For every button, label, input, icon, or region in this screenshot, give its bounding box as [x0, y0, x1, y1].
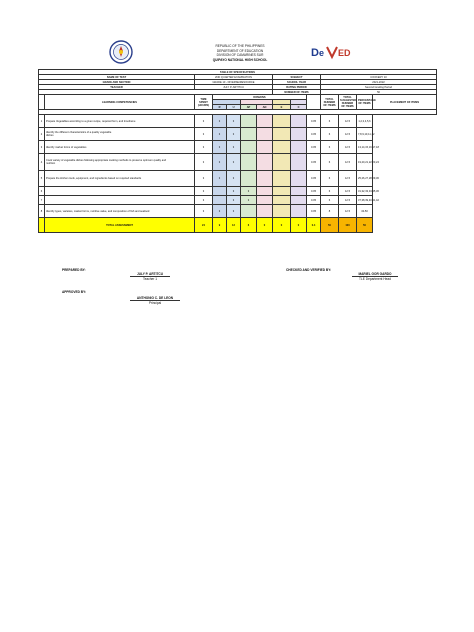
blank-header [307, 95, 321, 110]
row-number: 1 [39, 115, 45, 128]
teacher-value: JULY P. ARTITCU [195, 85, 273, 90]
table-row [39, 171, 437, 187]
domain-ap-value [241, 205, 257, 218]
percent-value: 12.5 [339, 205, 357, 218]
weight-value: 0.05 [307, 187, 321, 196]
count-value: 8 [321, 205, 339, 218]
domain-r-value: 3 [213, 154, 227, 171]
name-of-test-label: NAME OF TEST [39, 75, 195, 80]
rating-period-value: Second Grading Period [321, 85, 437, 90]
domain-u-value: 3 [227, 115, 241, 128]
weight-value: 0.05 [307, 196, 321, 205]
competency-text: Identify types, varieties, market forms, nutritive value, and composition of fish and seafood [45, 205, 195, 218]
domain-e-value [273, 196, 291, 205]
table-row [39, 205, 437, 218]
time-value: 3 [195, 196, 213, 205]
weight-value: 0.05 [307, 115, 321, 128]
time-value: 3 [195, 115, 213, 128]
checked-by-title: TLE Department Head [359, 277, 391, 281]
weight-value: 0.05 [307, 205, 321, 218]
domain-ap-value: 3 [241, 196, 257, 205]
total-weight: 0.4 [307, 218, 321, 233]
prepared-by-title: Teacher 1 [143, 277, 157, 281]
rating-period-label: RATING PERIOD [273, 85, 321, 90]
domain-r-value: 3 [213, 171, 227, 187]
placement-value: 13,14,15,16,17,18 [357, 141, 373, 154]
header-department: DEPARTMENT OF EDUCATION [216, 48, 264, 53]
domain-c-value [291, 141, 307, 154]
weight-value: 0.05 [307, 154, 321, 171]
placement-value: 25,26,27,28,29,30 [357, 171, 373, 187]
header-school: QUIPAYO NATIONAL HIGH SCHOOL [212, 57, 268, 62]
placement-value: 1,2,3,4,5,6 [357, 115, 373, 128]
domain-e-header: E [273, 105, 291, 110]
table-row [39, 196, 437, 205]
time-value: 3 [195, 154, 213, 171]
placement-value: 37,38,39,40,41,42 [357, 196, 373, 205]
domain-c-header: C [291, 105, 307, 110]
school-year-label: SCHOOL YEAR [273, 80, 321, 85]
competency-line-1: Cook variety of vegetable dishes following appropriate cooking methods to preserve optimum quality and [46, 159, 167, 162]
domain-e-value [273, 154, 291, 171]
competency-text [45, 154, 195, 171]
percent-value: 12.5 [339, 115, 357, 128]
grade-section-value: GRADE 10 - DIVERSE/RESOURCE [195, 80, 273, 85]
count-value: 6 [321, 171, 339, 187]
percent-value: 12.5 [339, 154, 357, 171]
time-value: 3 [195, 171, 213, 187]
domain-c-value [291, 128, 307, 141]
competency-text [45, 187, 195, 196]
prepared-by-label: PREPARED BY: [62, 268, 86, 272]
competency-line-2: dishes [46, 134, 54, 137]
domain-r-header: R [213, 105, 227, 110]
row-number: 5 [39, 171, 45, 187]
count-value: 6 [321, 196, 339, 205]
domain-an-value [257, 154, 273, 171]
domain-u-header: U [227, 105, 241, 110]
competency-text: Identify market forms of vegetables [45, 141, 195, 154]
weight-value: 0.05 [307, 171, 321, 187]
domain-r-value: 3 [213, 205, 227, 218]
competency-text [45, 196, 195, 205]
table-row [39, 141, 437, 154]
table-row [39, 115, 437, 128]
total-count: 50 [321, 218, 339, 233]
tos-table [38, 69, 437, 233]
approved-by-name: ANTHONIO C. DE LEON [130, 296, 180, 301]
total-domain-ap: 6 [241, 218, 257, 233]
domain-r-value: 3 [213, 128, 227, 141]
domain-c-value [291, 171, 307, 187]
number-of-items-label: NUMBER OF ITEMS [273, 90, 321, 95]
total-domain-c: 0 [291, 218, 307, 233]
count-value: 6 [321, 187, 339, 196]
domain-an-header: AN [257, 105, 273, 110]
domain-ap-value [241, 141, 257, 154]
domain-u-value: 3 [227, 141, 241, 154]
header-division: DIVISION OF CAMARINES SUR [216, 53, 264, 58]
domain-an-value [257, 171, 273, 187]
approved-by-title: Principal [148, 301, 162, 305]
percent-value: 12.5 [339, 171, 357, 187]
domain-an-value [257, 128, 273, 141]
table-row [39, 187, 437, 196]
row-number: 7 [39, 196, 45, 205]
teacher-label: TEACHER [39, 85, 195, 90]
placement-value: 31,32,33,34,35,36 [357, 187, 373, 196]
row-number: 3 [39, 141, 45, 154]
school-year-value: 2021-2022 [321, 80, 437, 85]
domain-r-value: 3 [213, 115, 227, 128]
domain-e-value [273, 187, 291, 196]
header-republic: REPUBLIC OF THE PHILIPPINES [215, 44, 265, 48]
competency-text [45, 128, 195, 141]
approved-by-label: APPROVED BY: [62, 290, 87, 294]
domain-u-value: 3 [227, 171, 241, 187]
svg-text:e: e [319, 48, 325, 58]
placement-value: 19,20,21,22,23,24 [357, 154, 373, 171]
row-number: 4 [39, 154, 45, 171]
domain-c-value [291, 187, 307, 196]
competencies-header: LEARNING COMPETENCIES [45, 95, 195, 110]
time-value: 3 [195, 141, 213, 154]
domain-r-value: 3 [213, 141, 227, 154]
count-value: 6 [321, 154, 339, 171]
percent-value: 12.5 [339, 141, 357, 154]
suggested-items-header: TOTAL SUGGESTED NUMBER OF ITEMS [340, 96, 357, 108]
domain-c-value [291, 115, 307, 128]
competency-text: Prepare the kitchen tools, equipment, and ingredients based on required standards [45, 171, 195, 187]
total-domain-u: 12 [227, 218, 241, 233]
domain-u-value: 3 [227, 128, 241, 141]
weight-value: 0.05 [307, 141, 321, 154]
row-number: 2 [39, 128, 45, 141]
total-row [39, 218, 437, 233]
domain-c-value [291, 196, 307, 205]
total-percent: 100 [339, 218, 357, 233]
domain-an-value [257, 205, 273, 218]
domain-e-value [273, 171, 291, 187]
time-value: 3 [195, 205, 213, 218]
name-of-test-value: 2ND QUARTER EXAMINATION [195, 75, 273, 80]
domain-u-value: 3 [227, 205, 241, 218]
domain-an-value [257, 196, 273, 205]
placement-value: 7,8,9,10,11,12 [357, 128, 373, 141]
svg-text:ED: ED [338, 48, 351, 58]
percent-value: 12.5 [339, 187, 357, 196]
svg-text:D: D [311, 47, 319, 59]
domain-ap-value: 3 [241, 187, 257, 196]
number-of-items-value: 50 [321, 90, 437, 95]
domain-e-value [273, 205, 291, 218]
count-value: 6 [321, 141, 339, 154]
domain-e-value [273, 115, 291, 128]
total-domain-an: 0 [257, 218, 273, 233]
table-row [39, 154, 437, 171]
domain-ap-value [241, 154, 257, 171]
total-time: 24 [195, 218, 213, 233]
domain-c-value [291, 205, 307, 218]
domain-ap-value [241, 115, 257, 128]
domain-e-value [273, 141, 291, 154]
total-placement: 50 [357, 218, 373, 233]
domain-an-value [257, 115, 273, 128]
subject-label: SUBJECT [273, 75, 321, 80]
domain-u-value: 3 [227, 154, 241, 171]
domain-e-value [273, 128, 291, 141]
time-value: 3 [195, 128, 213, 141]
placement-header: PLACEMENT OF ITEMS [373, 95, 437, 110]
percent-value: 12.5 [339, 196, 357, 205]
total-label: TOTAL ASSESSMENT [45, 218, 195, 233]
prepared-by-name: JULY P. ARTITCU [130, 272, 170, 277]
time-spent-header: TIME SPENT (HOURS) [195, 95, 213, 110]
competency-text: Prepare Vegetables according to a given recipe, required form, and timeframe [45, 115, 195, 128]
checked-by-name: MARIEL GOR GARDO [352, 272, 398, 277]
competency-line-2: nutrition [46, 162, 56, 165]
grade-section-label: GRADE AND SECTION [39, 80, 195, 85]
deped-seal-icon [109, 40, 133, 64]
count-value: 6 [321, 128, 339, 141]
placement-value: 43-50 [357, 205, 373, 218]
total-domain-e: 0 [273, 218, 291, 233]
domain-u-value: 3 [227, 187, 241, 196]
time-value: 3 [195, 187, 213, 196]
total-items-header: TOTAL NUMBER OF ITEMS [321, 95, 339, 110]
domain-ap-header: AP [241, 105, 257, 110]
total-domain-r: 9 [213, 218, 227, 233]
competency-line-1: Identify the different characteristics of a quality vegetable [46, 131, 112, 134]
count-value: 6 [321, 115, 339, 128]
domain-r-value [213, 196, 227, 205]
percentage-header: PERCENTAGE OF ITEMS [357, 95, 373, 110]
row-number: 6 [39, 187, 45, 196]
domain-r-value [213, 187, 227, 196]
subject-value: COOKERY 10 [321, 75, 437, 80]
domain-u-value: 3 [227, 196, 241, 205]
row-number: 8 [39, 205, 45, 218]
domain-ap-value [241, 171, 257, 187]
table-row [39, 128, 437, 141]
domain-ap-value [241, 128, 257, 141]
domain-an-value [257, 187, 273, 196]
domain-an-value [257, 141, 273, 154]
checked-by-label: CHECKED AND VERIFIED BY: [286, 268, 332, 272]
percent-value: 12.5 [339, 128, 357, 141]
domains-header: DOMAINS [213, 95, 307, 100]
domain-c-value [291, 154, 307, 171]
weight-value: 0.05 [307, 128, 321, 141]
tos-title: TABLE OF SPECIFICATIONS [39, 70, 437, 75]
